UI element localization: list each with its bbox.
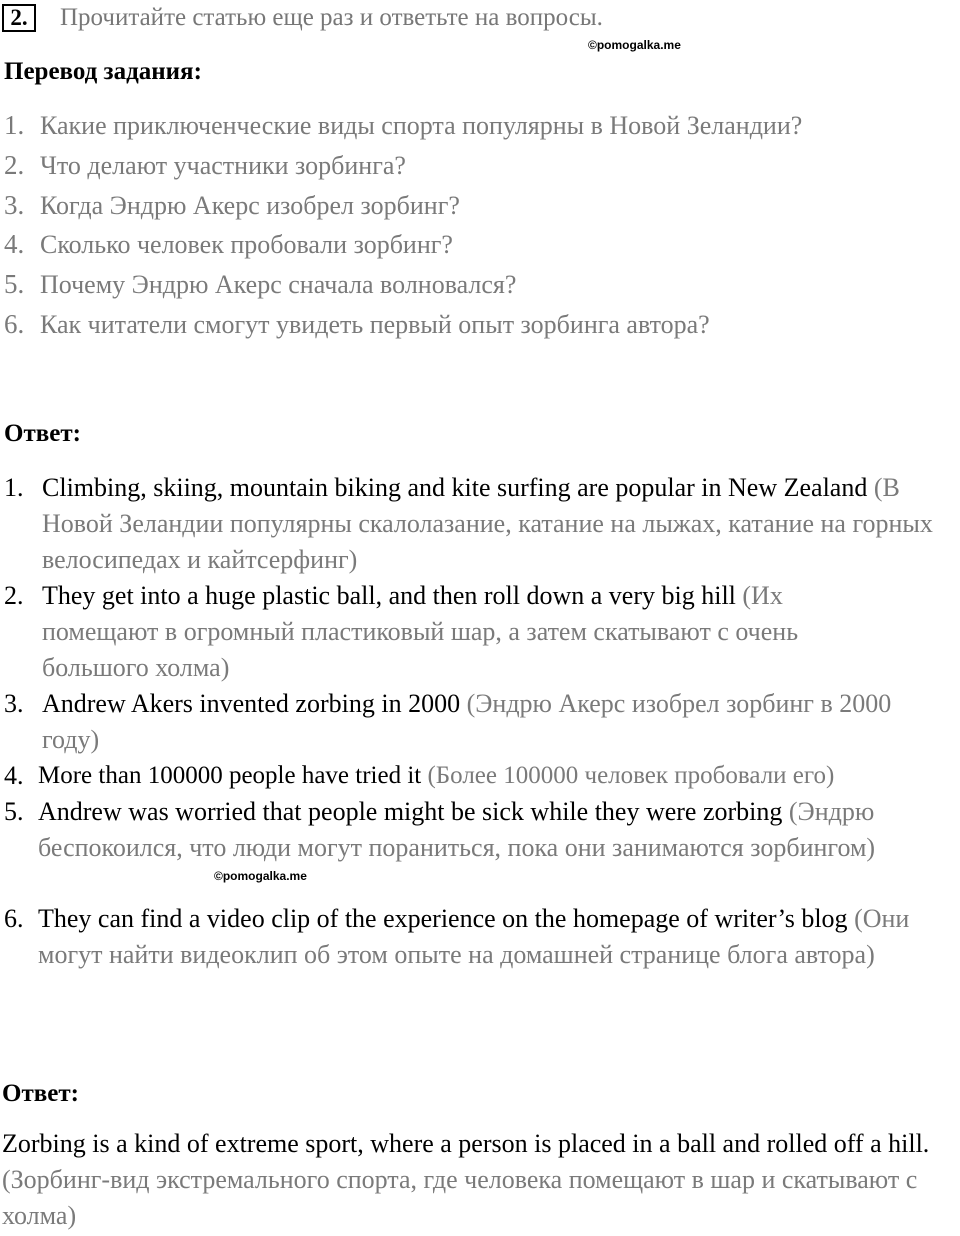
final-answer-english: Zorbing is a kind of extreme sport, where a person is placed in a ball and rolled off a hill. [2,1129,930,1158]
translation-heading: Перевод задания: [4,58,202,85]
answer-number: 1. [4,473,24,502]
question-item [4,190,460,221]
answer-number: 3. [4,689,24,718]
task-instruction: Прочитайте статью еще раз и ответьте на вопросы. [60,4,603,31]
question-number: 6. [4,309,25,339]
answer-english: They can find a video clip of the experience on the homepage of writer’s blog [38,904,848,933]
question-item [4,269,516,300]
answer-russian: (Они могут найти видеоклип об этом опыте на домашней странице блога автора) [38,904,910,969]
question-item [4,309,710,340]
question-text: Какие приключенческие виды спорта популярны в Новой Зеландии? [40,111,803,140]
question-text: Что делают участники зорбинга? [40,151,406,180]
question-text: Сколько человек пробовали зорбинг? [40,230,453,259]
question-text: Почему Эндрю Акерс сначала волновался? [40,270,517,299]
answer-russian: (Более 100000 человек пробовали его) [427,762,835,789]
question-number: 5. [4,269,25,299]
final-answer-russian: (Зорбинг-вид экстремального спорта, где человека помещают в шар и скатывают с холма) [2,1165,918,1230]
watermark: ©pomogalka.me [588,38,681,52]
task-number: 2. [2,4,36,32]
answer2-heading: Ответ: [2,1080,79,1107]
answer-number: 4. [4,761,24,790]
question-number: 3. [4,190,25,220]
answer-russian: (В Новой Зеландии популярны скалолазание, катание на лыжах, катание на горных велосипедах и кайтсерфинг) [42,473,933,574]
answer-number: 6. [4,904,24,933]
answer-english: More than 100000 people have tried it [38,762,422,789]
question-item [4,229,453,260]
question-item [4,110,802,141]
answer-heading: Ответ: [4,420,81,447]
answer-russian: (Эндрю беспокоился, что люди могут пораниться, пока они занимаются зорбингом) [38,797,876,862]
question-text: Когда Эндрю Акерс изобрел зорбинг? [40,191,460,220]
question-number: 4. [4,229,25,259]
answer-english: Andrew Akers invented zorbing in 2000 [42,689,461,718]
answer-russian: (Эндрю Акерс изобрел зорбинг в 2000 году) [42,689,892,754]
answer-english: They get into a huge plastic ball, and then roll down a very big hill [42,581,736,610]
answer-russian: (Их помещают в огромный пластиковый шар, а затем скатывают с очень большого холма) [42,581,799,682]
final-answer [2,1126,960,1234]
watermark: ©pomogalka.me [214,869,307,883]
question-text: Как читатели смогут увидеть первый опыт зорбинга автора? [40,310,710,339]
answer-number: 2. [4,581,24,610]
question-number: 1. [4,110,25,140]
question-item [4,150,406,181]
question-number: 2. [4,150,25,180]
answer-english: Climbing, skiing, mountain biking and kite surfing are popular in New Zealand [42,473,868,502]
answer-number: 5. [4,797,24,826]
answer-english: Andrew was worried that people might be sick while they were zorbing [38,797,783,826]
